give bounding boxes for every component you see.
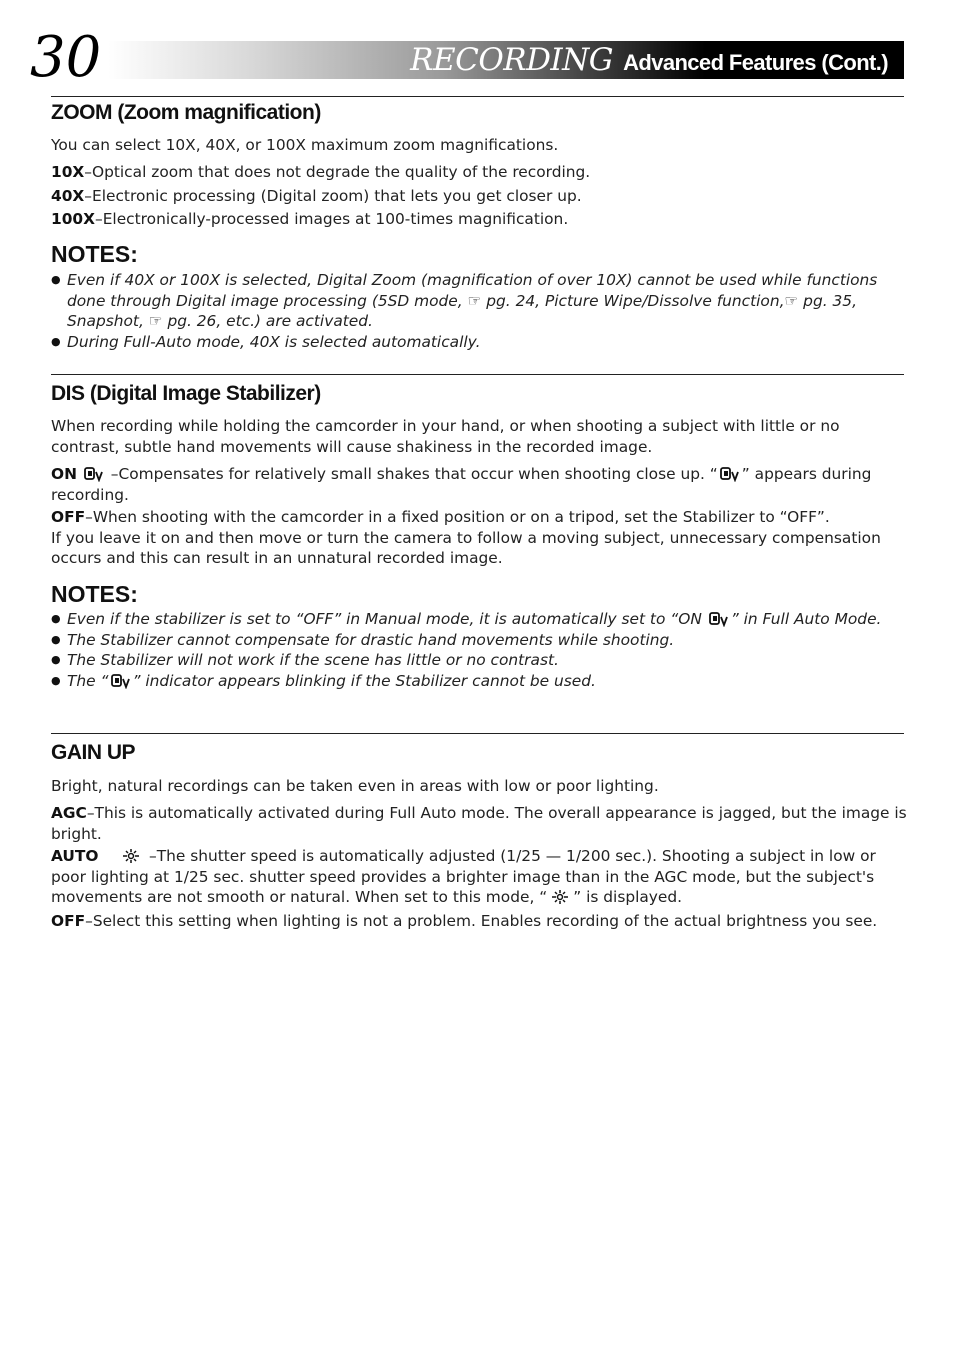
note-text: ” in Full Auto Mode. [730, 610, 882, 628]
dis-on-text: –Compensates for relatively small shakes that occur when shooting close up. “ [105, 465, 718, 483]
zoom-item-10x [51, 162, 907, 183]
section-divider-gain [51, 733, 904, 734]
page-reference-icon: ☞ [784, 291, 799, 310]
dis-notes-title: NOTES: [51, 581, 138, 607]
note-text: Even if the stabilizer is set to “OFF” in Manual mode, it is automatically set to “ON [67, 610, 707, 628]
dis-extra-text: If you leave it on and then move or turn the camera to follow a moving subject, unnecessary compensation occurs and this can result in an unnatural recorded image. [51, 528, 881, 567]
gain-off-description [51, 911, 907, 932]
note-text: pg. 35, Snapshot, [67, 291, 857, 330]
dis-off-description [51, 507, 907, 569]
note-text: pg. 26, etc.) are activated. [162, 312, 373, 330]
gain-auto-text: ” is displayed. [573, 888, 683, 906]
dis-notes-list [51, 609, 907, 691]
gain-agc-description [51, 803, 907, 844]
dis-off-term: OFF [51, 508, 86, 526]
gain-agc-text: –This is automatically activated during Full Auto mode. The overall appearance is jagged, but the image is bright. [51, 804, 907, 843]
zoom-item-40x [51, 186, 907, 207]
section-divider-dis [51, 374, 904, 375]
page-title: RECORDING [410, 42, 614, 78]
zoom-intro: You can select 10X, 40X, or 100X maximum zoom magnifications. [51, 136, 559, 154]
gain-up-icon [120, 848, 142, 864]
dis-note-2: ● The Stabilizer cannot compensate for drastic hand movements while shooting. [51, 630, 907, 651]
zoom-item-text: –Optical zoom that does not degrade the quality of the recording. [84, 163, 591, 181]
zoom-note-1 [51, 270, 907, 332]
gain-intro: Bright, natural recordings can be taken even in areas with low or poor lighting. [51, 777, 659, 795]
zoom-item-term: 100X [51, 210, 95, 228]
gain-off-text: –Select this setting when lighting is not a problem. Enables recording of the actual brightness you see. [85, 912, 878, 930]
stabilizer-icon [720, 466, 740, 482]
dis-on-text: ” appears during recording. [51, 465, 872, 504]
zoom-item-100x [51, 209, 907, 230]
stabilizer-icon [111, 673, 131, 689]
dis-intro: When recording while holding the camcorder in your hand, or when shooting a subject with little or no contrast, subtle hand movements will cause shakiness in the recorded image. [51, 417, 840, 456]
gain-heading: GAIN UP [51, 741, 136, 764]
zoom-heading: ZOOM (Zoom magnification) [51, 101, 321, 124]
dis-on-term: ON [51, 465, 77, 483]
gain-auto-description [51, 846, 907, 908]
gain-auto-term: AUTO [51, 847, 99, 865]
zoom-notes-list [51, 270, 907, 352]
section-divider-zoom [51, 96, 904, 97]
title-bar [108, 41, 904, 79]
dis-note-3: ● The Stabilizer will not work if the scene has little or no contrast. [51, 650, 907, 671]
zoom-note-2: ● During Full-Auto mode, 40X is selected automatically. [51, 332, 907, 353]
page-subtitle: Advanced Features (Cont.) [623, 50, 888, 75]
note-text: Even if 40X or 100X is selected, Digital Zoom (magnification of over 10X) cannot be used while functions done through Digital image processing (5SD mode, [67, 271, 878, 310]
gain-auto-text: –The shutter speed is automatically adjusted (1/25 — 1/200 sec.). Shooting a subject in low or poor lighting at 1/25 sec. shutter speed provides a brighter image than in the AGC mode, but the subject's movements are not smooth or natural. When set to this mode, “ [51, 847, 876, 906]
dis-note-4 [51, 671, 907, 692]
gain-up-icon [549, 889, 571, 905]
gain-agc-term: AGC [51, 804, 87, 822]
dis-on-description [51, 464, 907, 505]
page-number: 30 [30, 25, 102, 90]
note-text: pg. 24, Picture Wipe/Dissolve function, [481, 291, 785, 310]
note-text: ” indicator appears blinking if the Stabilizer cannot be used. [132, 671, 596, 690]
note-text: The “ [67, 671, 109, 690]
zoom-item-text: –Electronic processing (Digital zoom) that lets you get closer up. [84, 187, 582, 205]
zoom-item-term: 10X [51, 163, 85, 181]
dis-off-text: –When shooting with the camcorder in a fixed position or on a tripod, set the Stabilizer to “OFF”. [85, 508, 830, 526]
stabilizer-icon [84, 466, 104, 482]
zoom-item-text: –Electronically-processed images at 100-times magnification. [95, 210, 569, 228]
gain-off-term: OFF [51, 912, 86, 930]
title-text [410, 41, 888, 79]
stabilizer-icon [709, 611, 729, 627]
zoom-item-term: 40X [51, 187, 85, 205]
page-reference-icon: ☞ [467, 291, 482, 310]
zoom-notes-title: NOTES: [51, 241, 138, 267]
dis-note-1 [51, 609, 907, 630]
dis-heading: DIS (Digital Image Stabilizer) [51, 382, 321, 405]
page-reference-icon: ☞ [148, 312, 163, 330]
